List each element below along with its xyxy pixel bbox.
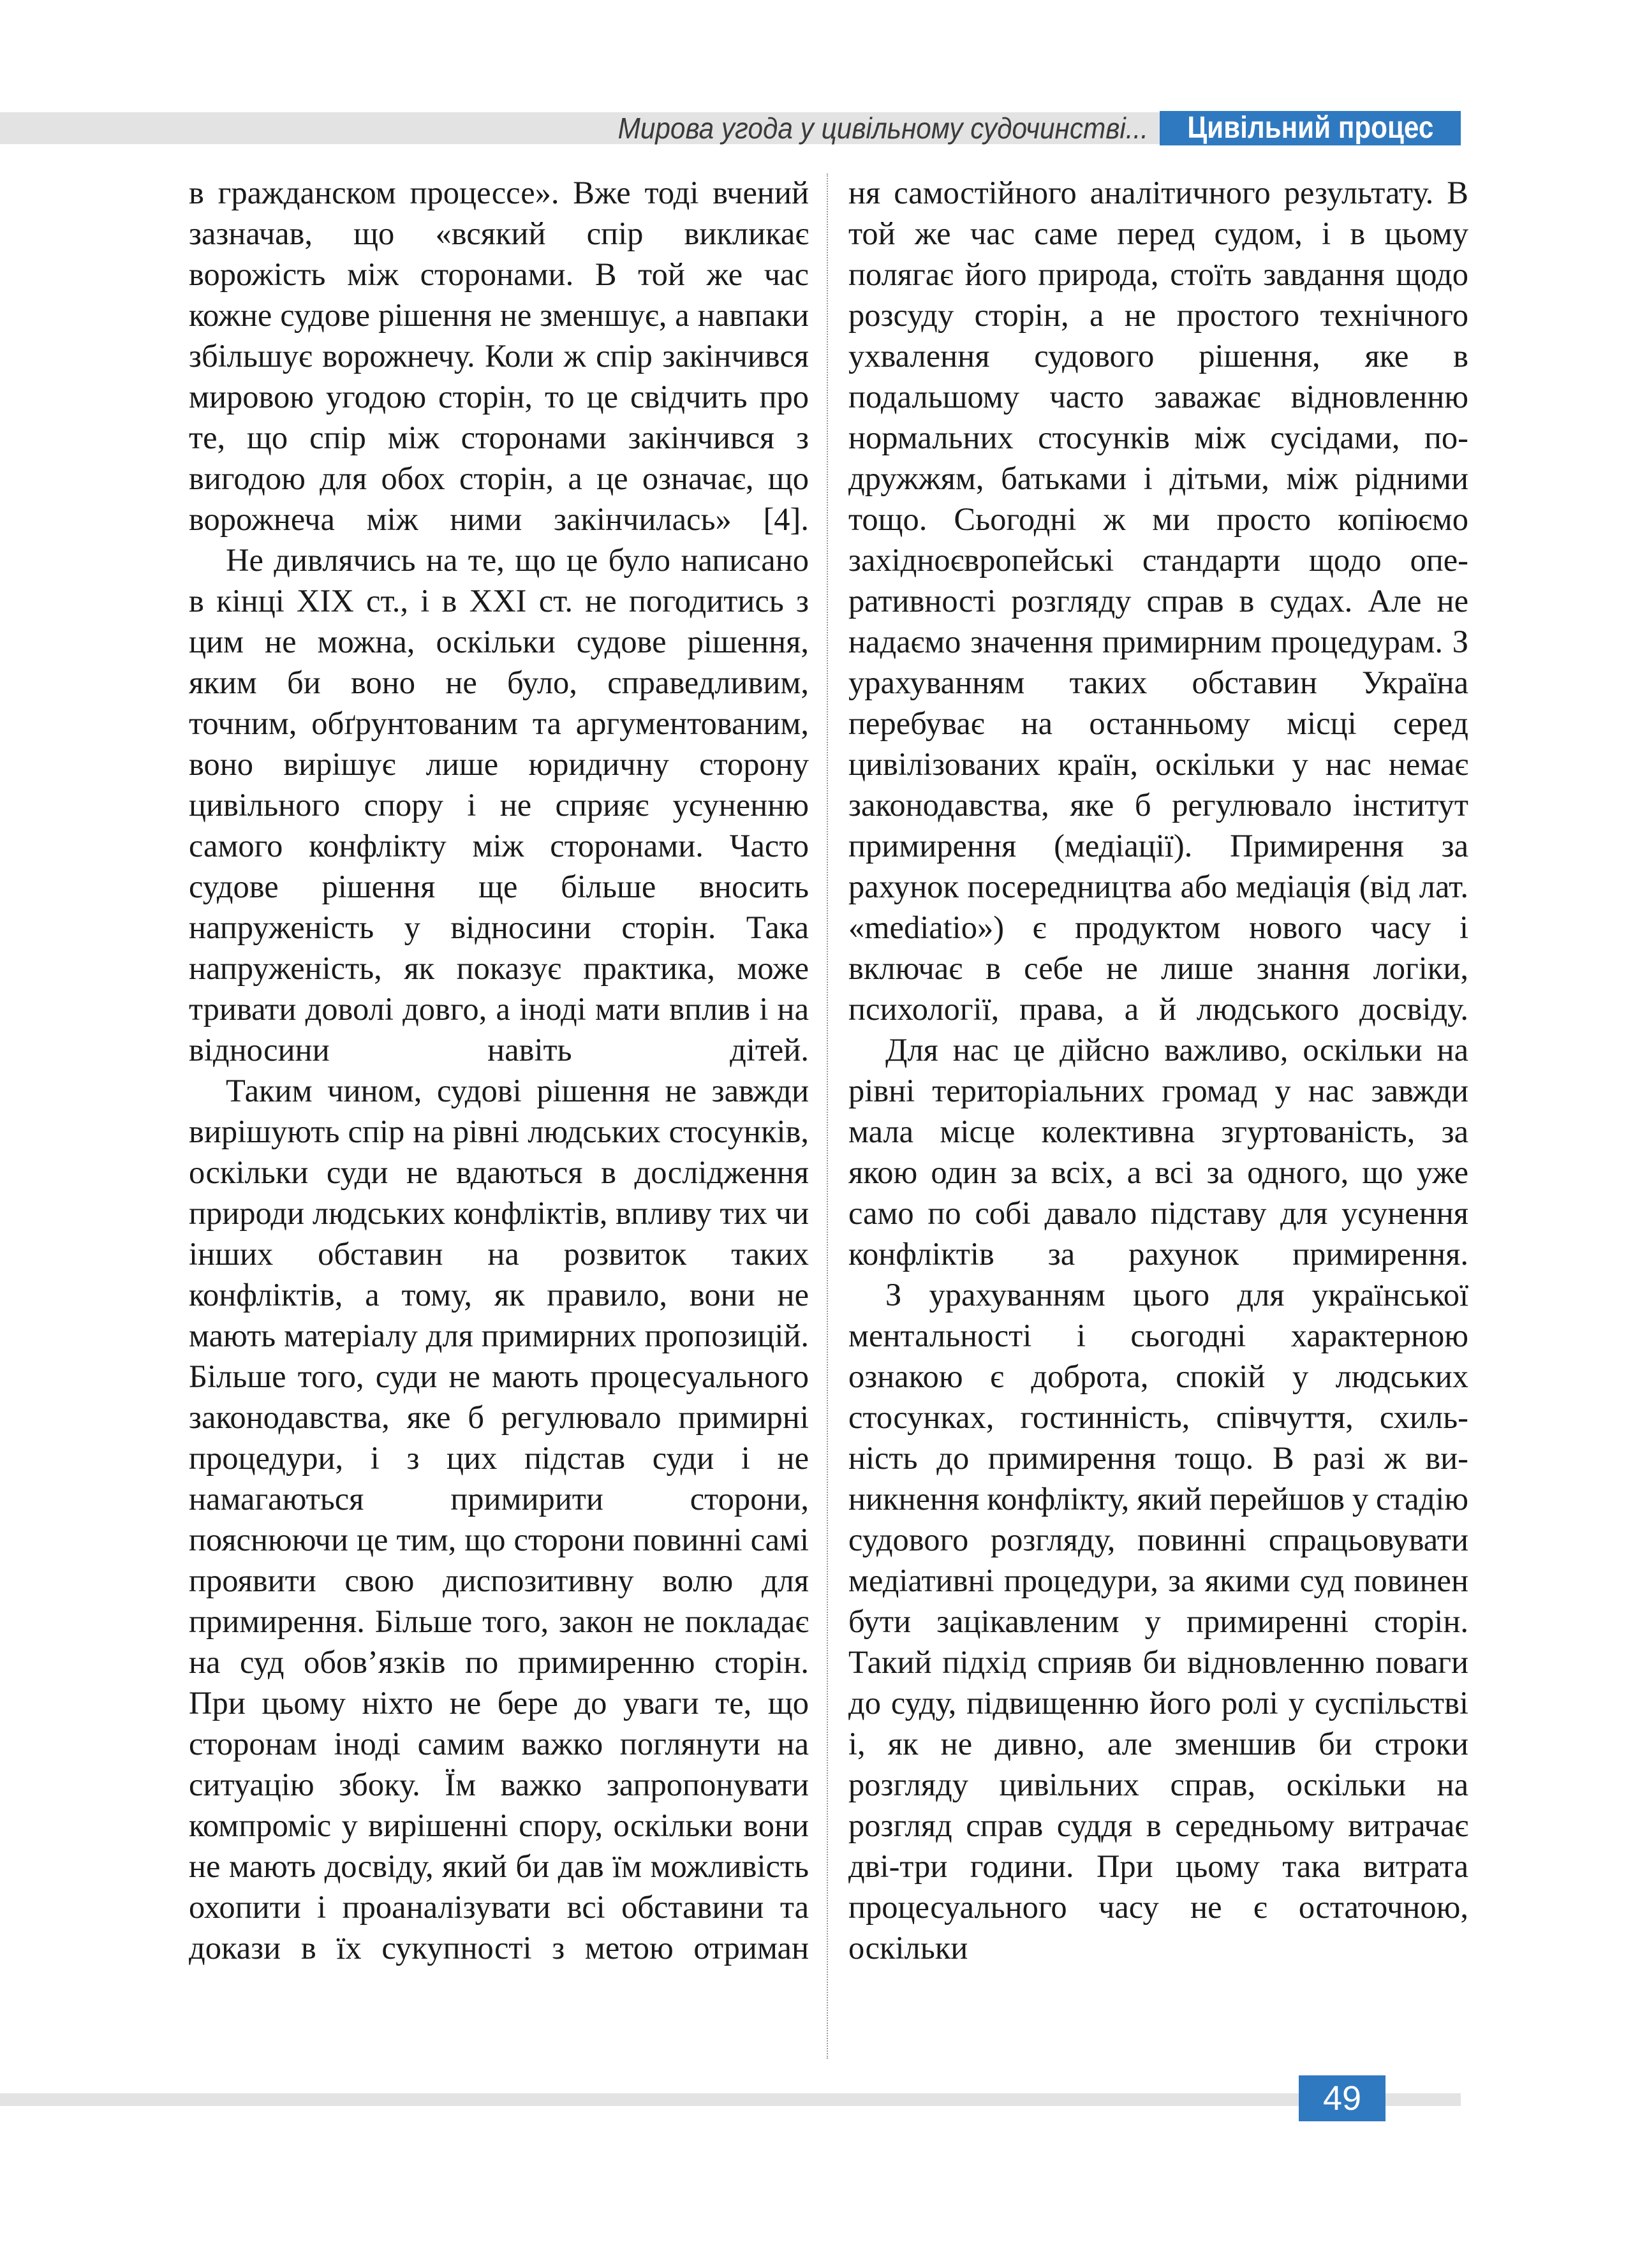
left-column xyxy=(189,172,809,1968)
paragraph: в гражданском процессе». Вже тоді вчений зазначав, що «всякий спір викликає ворожість між сторонами. В той же час кожне судове рішення не зменшує, а навпаки збільшує ворожнечу. Коли ж спір закінчився мировою угодою сторін, то це свідчить про те, що спір між сторонами закінчився з вигодою для обох сторін, а це означає, що ворожнеча між ними закінчилась» [4]. xyxy=(189,175,809,537)
paragraph: Не дивлячись на те, що це було написано в кінці XIX ст., і в XXI ст. не погодитись з цим не можна, оскільки судове рішення, яким би воно не було, справедливим, точним, обґрунтованим та аргументованим, воно вирішує лише юридичну сторону цивільного спору і не сприяє усуненню самого конфлікту між сторонами. Часто судове рішення ще більше вносить напруженість у відносини сторін. Така напруженість, як показує практика, може тривати доволі довго, а іноді мати вплив і на відносини навіть дітей. xyxy=(189,542,809,1068)
right-column xyxy=(848,172,1468,1968)
paragraph: ня самостійного аналітичного результату. В той же час саме перед судом, і в цьому полягає його природа, стоїть завдання щодо розсуду сторін, а не простого технічного ухвалення судового рішення, яке в подальшому часто заважає відновленню нормальних стосунків між сусідами, подружжям, батьками і дітьми, між рідними тощо. Сьогодні ж ми просто копіюємо західноєвропейські стандарти щодо оперативності розгляду справ в судах. Але не надаємо значення примирним процедурам. З урахуванням таких обставин Україна перебуває на останньому місці серед цивілізованих країн, оскільки у нас немає законодавства, яке б регулювало інститут примирення (медіації). Примирення за рахунок посередництва або медіація (від лат. «mediatio») є продуктом нового часу і включає в себе не лише знання логіки, психології, права, а й людського досвіду. xyxy=(848,175,1468,1027)
section-tab xyxy=(1160,111,1461,145)
page-number: 49 xyxy=(1299,2075,1385,2121)
footer-band xyxy=(0,2093,1461,2106)
section-tab-label: Цивільний процес xyxy=(1186,111,1434,145)
running-title: Мирова угода у цивільному судочинстві... xyxy=(617,112,1148,145)
paragraph: Для нас це дійсно важливо, оскільки на рівні територіальних громад у нас завжди мала місце колективна згуртованість, за якою один за всіх, а всі за одного, що уже само по собі давало підставу для усунення конфліктів за рахунок примирення. xyxy=(848,1032,1468,1272)
column-divider xyxy=(827,173,828,2059)
paragraph: З урахуванням цього для української ментальності і сьогодні характерною ознакою є доброта, спокій у людських стосунках, гостинність, співчуття, схильність до примирення тощо. В разі ж виникнення конфлікту, який перейшов у стадію судового розгляду, повинні спрацьовувати медіативні процедури, за якими суд повинен бути зацікавленим у примиренні сторін. Такий підхід сприяв би відновленню поваги до суду, підвищенню його ролі у суспільстві і, як не дивно, але зменшив би строки розгляду цивільних справ, оскільки на розгляд справ суддя в середньому витрачає дві-три години. При цьому така витрата процесуального часу не є остаточною, оскільки xyxy=(848,1277,1468,1966)
paragraph: Таким чином, судові рішення не завжди вирішують спір на рівні людських стосунків, оскільки суди не вдаються в дослідження природи людських конфліктів, впливу тих чи інших обставин на розвиток таких конфліктів, а тому, як правило, вони не мають матеріалу для примирних пропозицій. Більше того, суди не мають процесуального законодавства, яке б регулювало примирні процедури, і з цих підстав суди і не намагаються примирити сторони, пояснюючи це тим, що сторони повинні самі проявити свою диспозитивну волю для примирення. Більше того, закон не покладає на суд обов’язків по примиренню сторін. При цьому ніхто не бере до уваги те, що сторонам іноді самим важко поглянути на ситуацію збоку. Їм важко запропонувати компроміс у вирішенні спору, оскільки вони не мають досвіду, який би дав їм можливість охопити і проаналізувати всі обставини та докази в їх сукупності з метою отриман xyxy=(189,1073,809,1966)
